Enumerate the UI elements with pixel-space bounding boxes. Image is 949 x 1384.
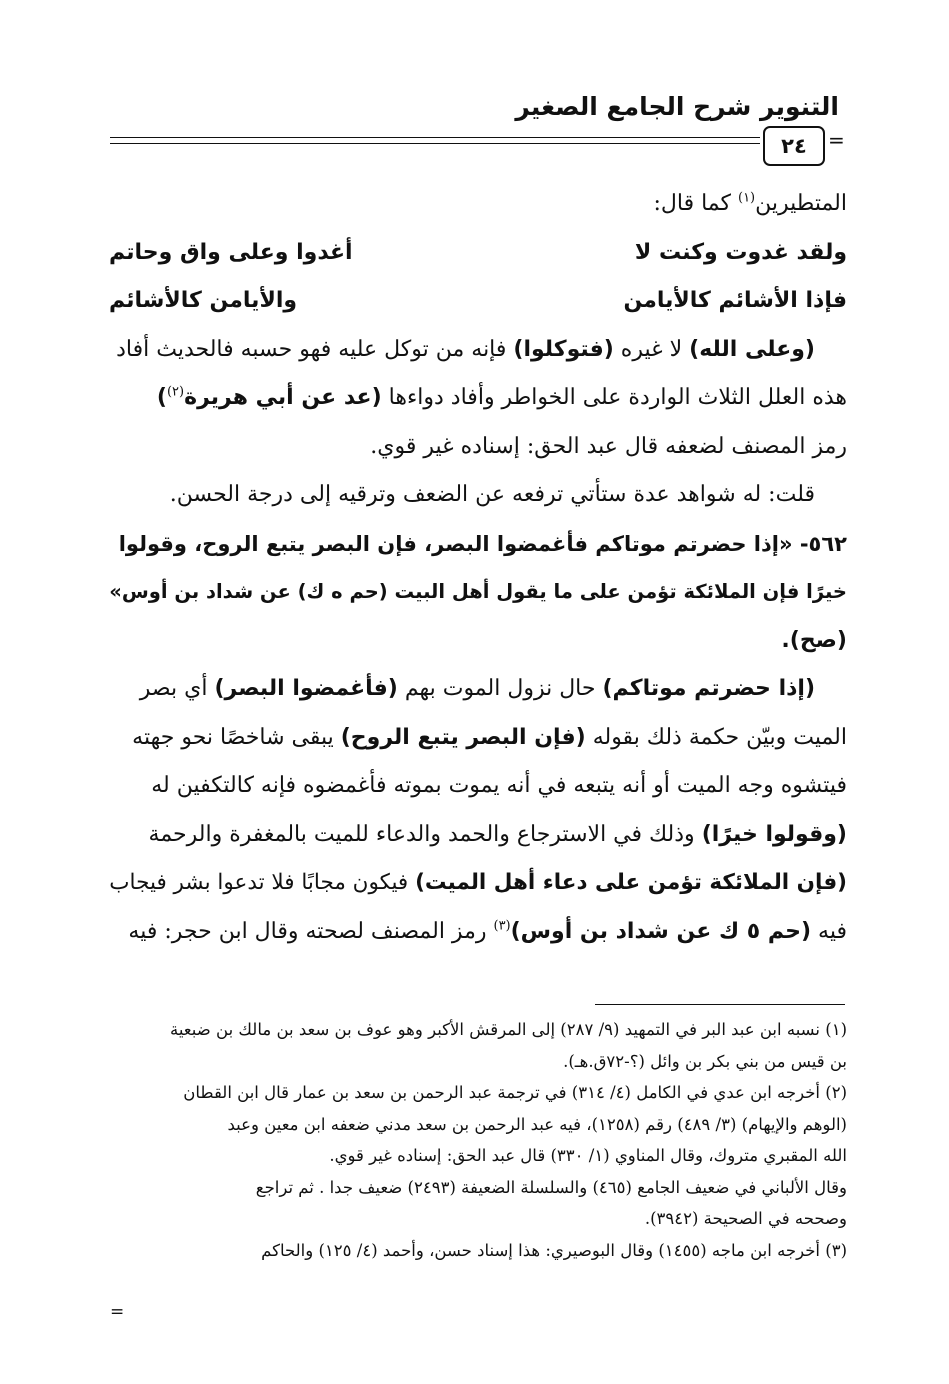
poem-verse-1	[109, 229, 847, 278]
verse-1-first-hemistich: ولقد غدوت وكنت لا	[634, 239, 847, 265]
text-line: قلت: له شواهد عدة ستأتي ترفعه عن الضعف وترقيه إلى درجة الحسن.	[169, 482, 815, 507]
hadith-562-line: (صح).	[781, 627, 847, 653]
header-rule-top	[110, 137, 760, 138]
footnote-separator	[595, 1004, 845, 1005]
commentary-line: فيه (حم ٥ ك عن شداد بن أوس)$^{(٣)}$ رمز المصنف لصحته وقال ابن حجر: فيه	[128, 918, 847, 944]
footnote-2-cont: (الوهم والإيهام) (٣/ ٤٨٩) رقم (١٢٥٨)، فيه عبد الرحمن بن سعد مدني ضعفه ابن معين وعبد	[227, 1114, 847, 1134]
footnotes	[109, 1014, 847, 1266]
hadith-562-line: ٥٦٢- «إذا حضرتم موتاكم فأغمضوا البصر، فإن البصر يتبع الروح، وقولوا	[118, 531, 847, 556]
hadith-562-line: خيرًا فإن الملائكة تؤمن على ما يقول أهل البيت (حم ه ك) عن شداد بن أوس»	[109, 580, 847, 603]
footnote-1-cont: بن قيس من بني بكر بن وائل (؟-٧٢ق.هـ).	[563, 1051, 847, 1071]
poem-verse-2	[109, 277, 847, 326]
commentary-line: (إذا حضرتم موتاكم) حال نزول الموت بهم (فأغمضوا البصر) أي بصر	[139, 676, 815, 701]
footnote-1: (١) نسبه ابن عبد البر في التمهيد (٩/ ٢٨٧) إلى المرقش الأكبر وهو عوف بن سعد بن مالك بن ضبعية	[169, 1020, 847, 1039]
running-title: التنوير شرح الجامع الصغير	[515, 92, 839, 121]
footnote-3: (٣) أخرجه ابن ماجه (١٤٥٥) وقال البوصيري: هذا إسناد حسن، وأحمد (٤/ ١٢٥) والحاكم	[261, 1240, 847, 1260]
main-text	[109, 180, 847, 956]
verse-2-second-hemistich: والأيامن كالأشائم	[109, 288, 298, 313]
footnote-2-cont: الله المقبري متروك، وقال المناوي (١/ ٣٣٠) قال عبد الحق: إسناده غير قوي.	[329, 1146, 847, 1165]
page-number-marker: =	[828, 128, 845, 152]
text-line: (وعلى الله) لا غيره (فتوكلوا) فإنه من توكل عليه فهو حسبه فالحديث أفاد	[116, 336, 815, 362]
page-number	[763, 126, 825, 166]
text-line: رمز المصنف لضعفه قال عبد الحق: إسناده غير قوي.	[370, 433, 847, 459]
text-line: المتطيرين$^{(١)}$ كما قال:	[653, 190, 847, 216]
header-rule-bottom	[110, 143, 760, 144]
text-line: هذه العلل الثلاث الواردة على الخواطر وأفاد دواءها (عد عن أبي هريرة$^{(٢)}$)	[156, 384, 847, 410]
verse-2-first-hemistich: فإذا الأشائم كالأيامن	[623, 288, 847, 313]
continuation-mark: =	[110, 1302, 125, 1322]
commentary-line: (وقولوا خيرًا) وذلك في الاسترجاع والحمد والدعاء للميت بالمغفرة والرحمة	[148, 821, 847, 847]
footnote-2-cont: وقال الألباني في ضعيف الجامع (٤٦٥) والسلسلة الضعيفة (٢٤٩٣) ضعيف جدا . ثم تراجع	[255, 1177, 847, 1197]
commentary-line: فيتشوه وجه الميت أو أنه يتبعه في أنه يموت بموته فأغمضوه فإنه كالتكفين له	[151, 773, 847, 798]
page-number-text: ٢٤	[781, 134, 807, 158]
footnote-2-cont: وصححه في الصحيحة (٣٩٤٢).	[644, 1209, 847, 1228]
verse-1-second-hemistich: أغدوا وعلى واق وحاتم	[109, 239, 353, 265]
commentary-line: الميت وبيّن حكمة ذلك بقوله (فإن البصر يتبع الروح) يبقى شاخصًا نحو جهته	[132, 724, 847, 750]
footnote-2: (٢) أخرجه ابن عدي في الكامل (٤/ ٣١٤) في ترجمة عبد الرحمن بن سعد بن عمار قال ابن القطان	[183, 1083, 847, 1102]
commentary-line: (فإن الملائكة تؤمن على دعاء أهل الميت) فيكون مجابًا فلا تدعوا بشر فيجاب	[109, 870, 847, 895]
